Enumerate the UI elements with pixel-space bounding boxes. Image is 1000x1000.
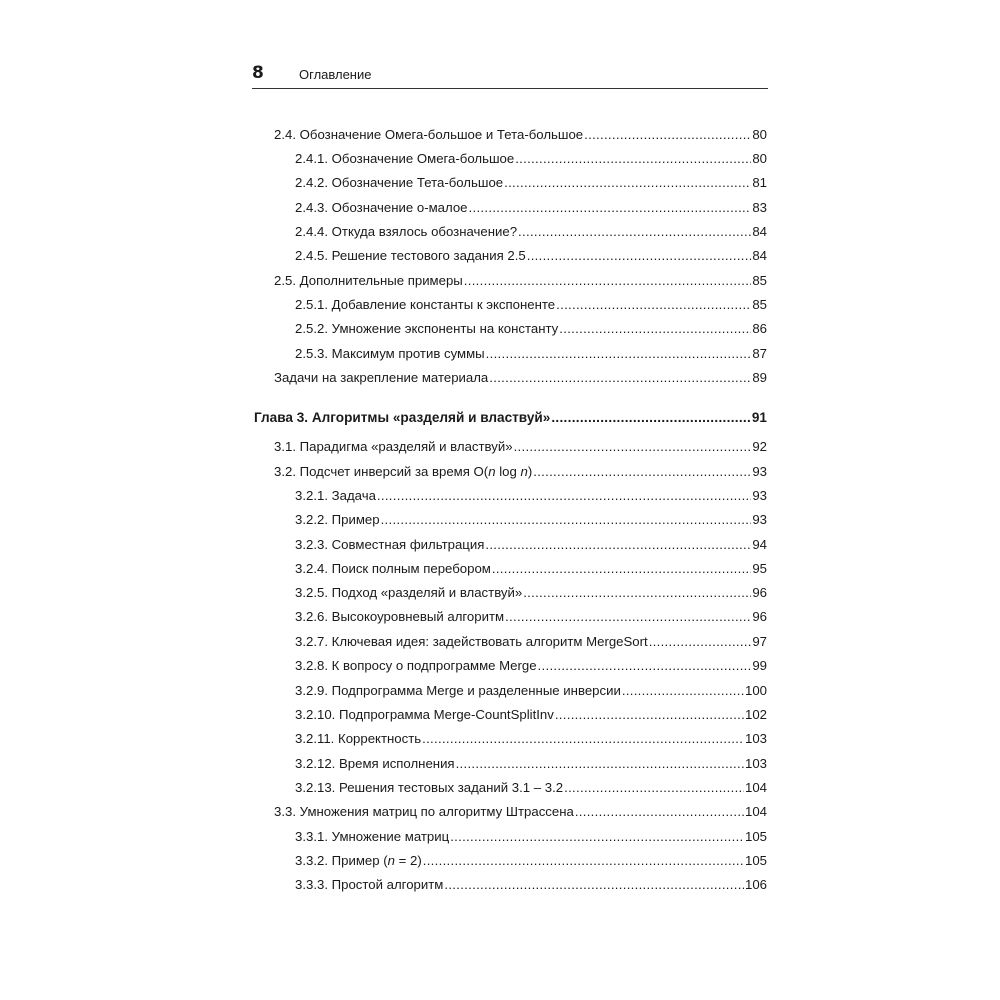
dot-leader (515, 150, 751, 168)
dot-leader (422, 730, 744, 748)
dot-leader (456, 755, 744, 773)
toc-entry-title: 2.5.2. Умножение экспоненты на константу (295, 321, 559, 336)
toc-entry (295, 680, 767, 700)
toc-entry-title: 3.2.2. Пример (295, 512, 380, 527)
dot-leader (492, 560, 751, 578)
dot-leader (564, 779, 744, 797)
dot-leader (504, 174, 751, 192)
toc-entry (295, 245, 767, 265)
toc-entry (295, 606, 767, 626)
toc-entry-title: 3.2.10. Подпрограмма Merge-CountSplitInv (295, 707, 554, 722)
toc-entry-title: 3.2.7. Ключевая идея: задействовать алгоритм MergeSort (295, 634, 648, 649)
dot-leader (584, 126, 751, 144)
toc-entry-page: 106 (744, 877, 767, 892)
toc-entry-page: 83 (752, 200, 767, 215)
toc-entry-title: 2.4.1. Обозначение Омега-большое (295, 151, 515, 166)
toc-entry-page: 94 (752, 537, 767, 552)
toc-chapter-title: Глава 3. Алгоритмы «разделяй и властвуй» (254, 410, 551, 425)
dot-leader (533, 463, 751, 481)
toc-entry (274, 367, 767, 387)
toc-entry (295, 704, 767, 724)
toc-entry (295, 655, 767, 675)
toc-entry-title: 2.4. Обозначение Омега-большое и Тета-большое (274, 127, 584, 142)
dot-leader (555, 706, 744, 724)
toc-entry-title: 3.2. Подсчет инверсий за время O(n log n) (274, 464, 533, 479)
page-number: 8 (252, 63, 264, 83)
toc-chapter-entry (254, 407, 767, 427)
dot-leader (556, 296, 751, 314)
toc-entry (295, 343, 767, 363)
toc-entry-page: 92 (752, 439, 767, 454)
toc-entry (295, 728, 767, 748)
toc-entry-title: 3.2.13. Решения тестовых заданий 3.1 – 3.2 (295, 780, 564, 795)
toc-entry-title: 2.5.3. Максимум против суммы (295, 346, 485, 361)
toc-entry-page: 102 (744, 707, 767, 722)
toc-entry-page: 103 (744, 756, 767, 771)
dot-leader (381, 511, 752, 529)
toc-entry-title: 3.2.9. Подпрограмма Merge и разделенные инверсии (295, 683, 621, 698)
toc-entry-page: 96 (752, 585, 767, 600)
toc-entry-title: 2.4.5. Решение тестового задания 2.5 (295, 248, 526, 263)
dot-leader (485, 536, 751, 554)
dot-leader (551, 409, 751, 427)
toc-entry-title: 3.2.12. Время исполнения (295, 756, 455, 771)
toc-entry-title: 2.5. Дополнительные примеры (274, 273, 463, 288)
toc-entry-page: 95 (752, 561, 767, 576)
toc-entry-title: 2.4.4. Откуда взялось обозначение? (295, 224, 518, 239)
dot-leader (575, 803, 744, 821)
page-header (252, 62, 768, 89)
dot-leader (523, 584, 751, 602)
toc-entry-title: Задачи на закрепление материала (274, 370, 489, 385)
toc-entry (295, 558, 767, 578)
dot-leader (469, 199, 752, 217)
toc-entry (295, 318, 767, 338)
toc-entry-title: 3.3.2. Пример (n = 2) (295, 853, 422, 868)
toc-entry-page: 96 (752, 609, 767, 624)
dot-leader (423, 852, 744, 870)
toc-entry (295, 148, 767, 168)
toc-entry (295, 534, 767, 554)
toc-entry-title: 2.5.1. Добавление константы к экспоненте (295, 297, 556, 312)
dot-leader (377, 487, 751, 505)
toc-entry-title: 3.2.3. Совместная фильтрация (295, 537, 485, 552)
toc-entry-page: 93 (752, 464, 767, 479)
toc-entry (295, 485, 767, 505)
toc-entry (295, 874, 767, 894)
toc-entry-title: 2.4.3. Обозначение о-малое (295, 200, 468, 215)
toc-entry-title: 3.3.1. Умножение матриц (295, 829, 450, 844)
toc-entry (274, 124, 767, 144)
toc-entry-page: 103 (744, 731, 767, 746)
toc-entry-page: 80 (752, 127, 767, 142)
toc-entry-page: 99 (752, 658, 767, 673)
toc-entry-page: 85 (752, 273, 767, 288)
toc-chapter-page: 91 (751, 410, 767, 425)
toc-entry-title: 2.4.2. Обозначение Тета-большое (295, 175, 504, 190)
dot-leader (450, 828, 744, 846)
toc-entry-title: 3.3. Умножения матриц по алгоритму Штрассена (274, 804, 574, 819)
toc-entry (295, 850, 767, 870)
dot-leader (464, 272, 752, 290)
toc-entry-page: 84 (752, 248, 767, 263)
toc-entry-page: 89 (752, 370, 767, 385)
toc-entry-page: 85 (752, 297, 767, 312)
toc-entry (274, 270, 767, 290)
toc-entry-page: 97 (752, 634, 767, 649)
toc-entry-page: 80 (752, 151, 767, 166)
math-variable-n: n (387, 853, 395, 868)
toc-entry-title: 3.2.6. Высокоуровневый алгоритм (295, 609, 505, 624)
toc-entry-page: 104 (744, 780, 767, 795)
toc-entry-page: 87 (752, 346, 767, 361)
toc-entry-title: 3.2.5. Подход «разделяй и властвуй» (295, 585, 523, 600)
toc-entry-page: 100 (744, 683, 767, 698)
toc-entry-page: 93 (752, 512, 767, 527)
toc-entry (295, 777, 767, 797)
toc-entry-page: 104 (744, 804, 767, 819)
toc-entry (295, 172, 767, 192)
dot-leader (505, 608, 751, 626)
toc-entry-title: 3.2.4. Поиск полным перебором (295, 561, 491, 576)
toc-entry (295, 753, 767, 773)
dot-leader (538, 657, 752, 675)
dot-leader (489, 369, 751, 387)
dot-leader (486, 345, 752, 363)
toc-entry (274, 461, 767, 481)
toc-entry-title: 3.1. Парадигма «разделяй и властвуй» (274, 439, 513, 454)
toc-entry (295, 294, 767, 314)
toc-entry-title: 3.2.8. К вопросу о подпрограмме Merge (295, 658, 537, 673)
toc-entry-page: 86 (752, 321, 767, 336)
toc-entry-page: 84 (752, 224, 767, 239)
dot-leader (559, 320, 751, 338)
dot-leader (514, 438, 752, 456)
math-variable-n: n (520, 464, 528, 479)
toc-entry-page: 93 (752, 488, 767, 503)
toc-entry (274, 801, 767, 821)
toc-entry-page: 105 (744, 853, 767, 868)
toc-entry-title: 3.2.11. Корректность (295, 731, 422, 746)
dot-leader (518, 223, 751, 241)
math-variable-n: n (488, 464, 496, 479)
toc-entry (295, 509, 767, 529)
toc-entry (295, 582, 767, 602)
toc-entry (295, 631, 767, 651)
running-title: Оглавление (299, 67, 372, 82)
dot-leader (527, 247, 752, 265)
toc-entry-page: 105 (744, 829, 767, 844)
dot-leader (622, 682, 744, 700)
toc-entry (274, 436, 767, 456)
toc-entry (295, 221, 767, 241)
toc-entry (295, 826, 767, 846)
toc-entry-title: 3.2.1. Задача (295, 488, 376, 503)
toc-entry (295, 197, 767, 217)
toc-entry-title: 3.3.3. Простой алгоритм (295, 877, 444, 892)
dot-leader (649, 633, 752, 651)
dot-leader (444, 876, 744, 894)
toc-entry-page: 81 (752, 175, 767, 190)
